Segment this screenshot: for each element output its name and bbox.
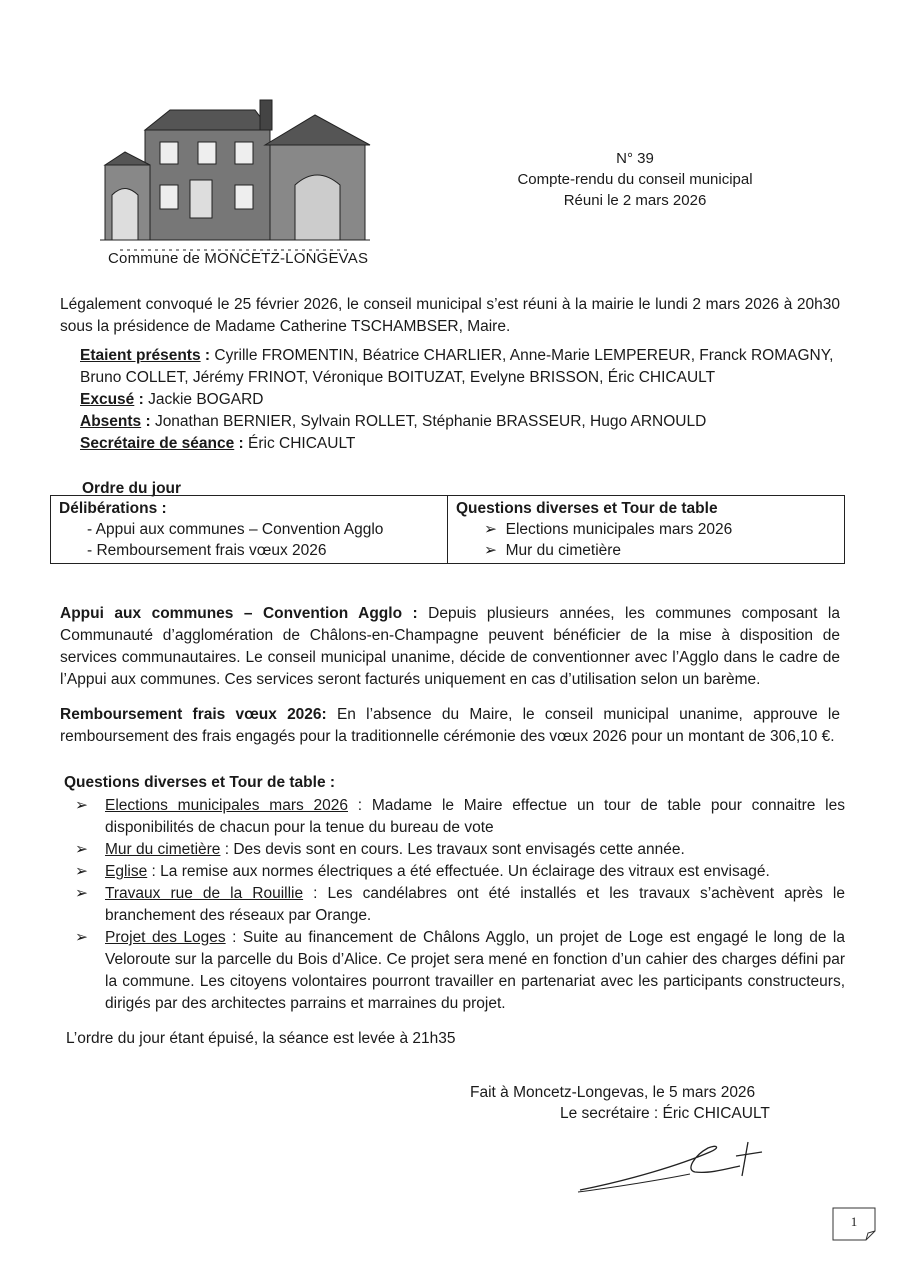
commune-label: Commune de MONCETZ-LONGEVAS (108, 250, 369, 267)
town-hall-logo (100, 90, 380, 270)
item-text: Des devis sont en cours. Les travaux sont envisagés cette année. (233, 841, 685, 858)
item-label: Projet des Loges (105, 929, 226, 946)
item-label: Mur du cimetière (105, 841, 221, 858)
secretary-name: Éric CHICAULT (248, 435, 356, 452)
remboursement-text: En l’absence du Maire, le conseil municipal unanime, approuve le remboursement des frais engagés pour la traditionnelle cérémonie des vœux 2026 pour un montant de 306,10 €. (60, 706, 840, 745)
document-subtitle: Réuni le 2 mars 2026 (563, 192, 707, 209)
arrow-bullet-icon: ➢ (75, 841, 88, 858)
item-text: Les candélabres ont été installés et les travaux s’achèvent après le branchement des réseaux par Orange. (105, 885, 845, 924)
agenda-left-header: Délibérations : (59, 500, 167, 517)
document-title: Compte-rendu du conseil municipal (517, 171, 753, 188)
list-item: ➢ Eglise : La remise aux normes électriques a été effectuée. Un éclairage des vitraux est envisagé. (75, 861, 845, 883)
agenda-right-header: Questions diverses et Tour de table (456, 500, 718, 517)
list-item: ➢ Travaux rue de la Rouillie : Les candélabres ont été installés et les travaux s’achèvent après le branchement des réseaux par Orange. (75, 883, 845, 927)
excused-list: Jackie BOGARD (148, 391, 264, 408)
closing-line: L’ordre du jour étant épuisé, la séance est levée à 21h35 (66, 1030, 456, 1047)
arrow-bullet-icon: ➢ (484, 521, 506, 538)
item-label: Travaux rue de la Rouillie (105, 885, 304, 902)
questions-list (75, 795, 845, 1015)
page-number: 1 (850, 1214, 858, 1229)
agenda-table (50, 495, 845, 564)
list-item: ➢ Elections municipales mars 2026 : Madame le Maire effectue un tour de table pour connaitre les disponibilités de chacun pour la tenue du bureau de vote (75, 795, 845, 839)
agenda-title: Ordre du jour (82, 480, 182, 497)
signature-block (470, 1082, 780, 1124)
questions-title: Questions diverses et Tour de table : (64, 774, 336, 791)
item-text: Suite au financement de Châlons Agglo, un projet de Loge est engagé le long de la Veloroute sur la parcelle du Bois d’Alice. Ce projet sera mené en fonction d’un cahier des charges défini par la commune. Les citoyens volontaires pourront travailler en partenariat avec les participants constructeurs, dirigés par des architectes parrains et marraines du projet. (105, 929, 845, 1012)
place-date: Fait à Moncetz-Longevas, le 5 mars 2026 (470, 1084, 756, 1101)
present-label: Etaient présents (80, 347, 201, 364)
agenda-left-item: - Remboursement frais vœux 2026 (87, 542, 327, 559)
list-item: ➢ Mur du cimetière : Des devis sont en cours. Les travaux sont envisagés cette année. (75, 839, 845, 861)
remboursement-section (60, 704, 840, 748)
agenda-right-item: Mur du cimetière (505, 542, 622, 559)
arrow-bullet-icon: ➢ (75, 929, 88, 946)
arrow-bullet-icon: ➢ (75, 885, 88, 902)
agenda-left-cell (51, 496, 448, 564)
item-label: Elections municipales mars 2026 (105, 797, 348, 814)
appui-text: Depuis plusieurs années, les communes composant la Communauté d’agglomération de Châlons-en-Champagne peuvent bénéficier de la mise à disposition de services communautaires. Le conseil municipal unanime, décide de conventionner avec l’Agglo dans le cadre de l’Appui aux communes. Ces services seront facturés uniquement en cas d’utilisation selon un barème. (60, 605, 840, 688)
remboursement-title: Remboursement frais vœux 2026: (60, 706, 327, 723)
secretary-label: Secrétaire de séance (80, 435, 235, 452)
item-text: La remise aux normes électriques a été effectuée. Un éclairage des vitraux est envisagé. (160, 863, 770, 880)
item-text: Madame le Maire effectue un tour de table pour connaitre les disponibilités de chacun pour la tenue du bureau de vote (105, 797, 845, 836)
list-item: ➢ Projet des Loges : Suite au financement de Châlons Agglo, un projet de Loge est engagé le long de la Veloroute sur la parcelle du Bois d’Alice. Ce projet sera mené en fonction d’un cahier des charges défini par la commune. Les citoyens volontaires pourront travailler en partenariat avec les participants constructeurs, dirigés par des architectes parrains et marraines du projet. (75, 927, 845, 1015)
present-list: Cyrille FROMENTIN, Béatrice CHARLIER, Anne-Marie LEMPEREUR, Franck ROMAGNY, Bruno COLLET, Jérémy FRINOT, Véronique BOITUZAT, Evelyne BRISSON, Éric CHICAULT (80, 347, 834, 386)
agenda-left-item: - Appui aux communes – Convention Agglo (87, 521, 384, 538)
agenda-right-cell (448, 496, 845, 564)
absent-list: Jonathan BERNIER, Sylvain ROLLET, Stéphanie BRASSEUR, Hugo ARNOULD (154, 413, 707, 430)
secretary-line: Le secrétaire : Éric CHICAULT (560, 1105, 770, 1122)
appui-title: Appui aux communes – Convention Agglo : (60, 605, 418, 622)
attendance-block: Etaient présents : Cyrille FROMENTIN, Béatrice CHARLIER, Anne-Marie LEMPEREUR, Franck ROMAGNY, Bruno COLLET, Jérémy FRINOT, Véronique BOITUZAT, Evelyne BRISSON, Éric CHICAULT Excusé : Jackie BOGARD Absents : Jonathan BERNIER, Sylvain ROLLET, Stéphanie BRASSEUR, Hugo ARNOULD Secrétaire de séance : Éric CHICAULT (80, 347, 834, 452)
excused-label: Excusé (80, 391, 135, 408)
handwritten-signature (570, 1130, 770, 1200)
agenda-right-item: Elections municipales mars 2026 (505, 521, 733, 538)
absent-label: Absents (80, 413, 142, 430)
appui-section (60, 603, 840, 691)
document-header (470, 148, 800, 211)
arrow-bullet-icon: ➢ (75, 863, 88, 880)
intro-paragraph: Légalement convoqué le 25 février 2026, le conseil municipal s’est réuni à la mairie le lundi 2 mars 2026 à 20h30 sous la présidence de Madame Catherine TSCHAMBSER, Maire. (60, 296, 840, 335)
arrow-bullet-icon: ➢ (75, 797, 88, 814)
arrow-bullet-icon: ➢ (484, 542, 506, 559)
item-label: Eglise (105, 863, 148, 880)
document-number: N° 39 (616, 150, 654, 167)
page-number-box (832, 1207, 876, 1241)
